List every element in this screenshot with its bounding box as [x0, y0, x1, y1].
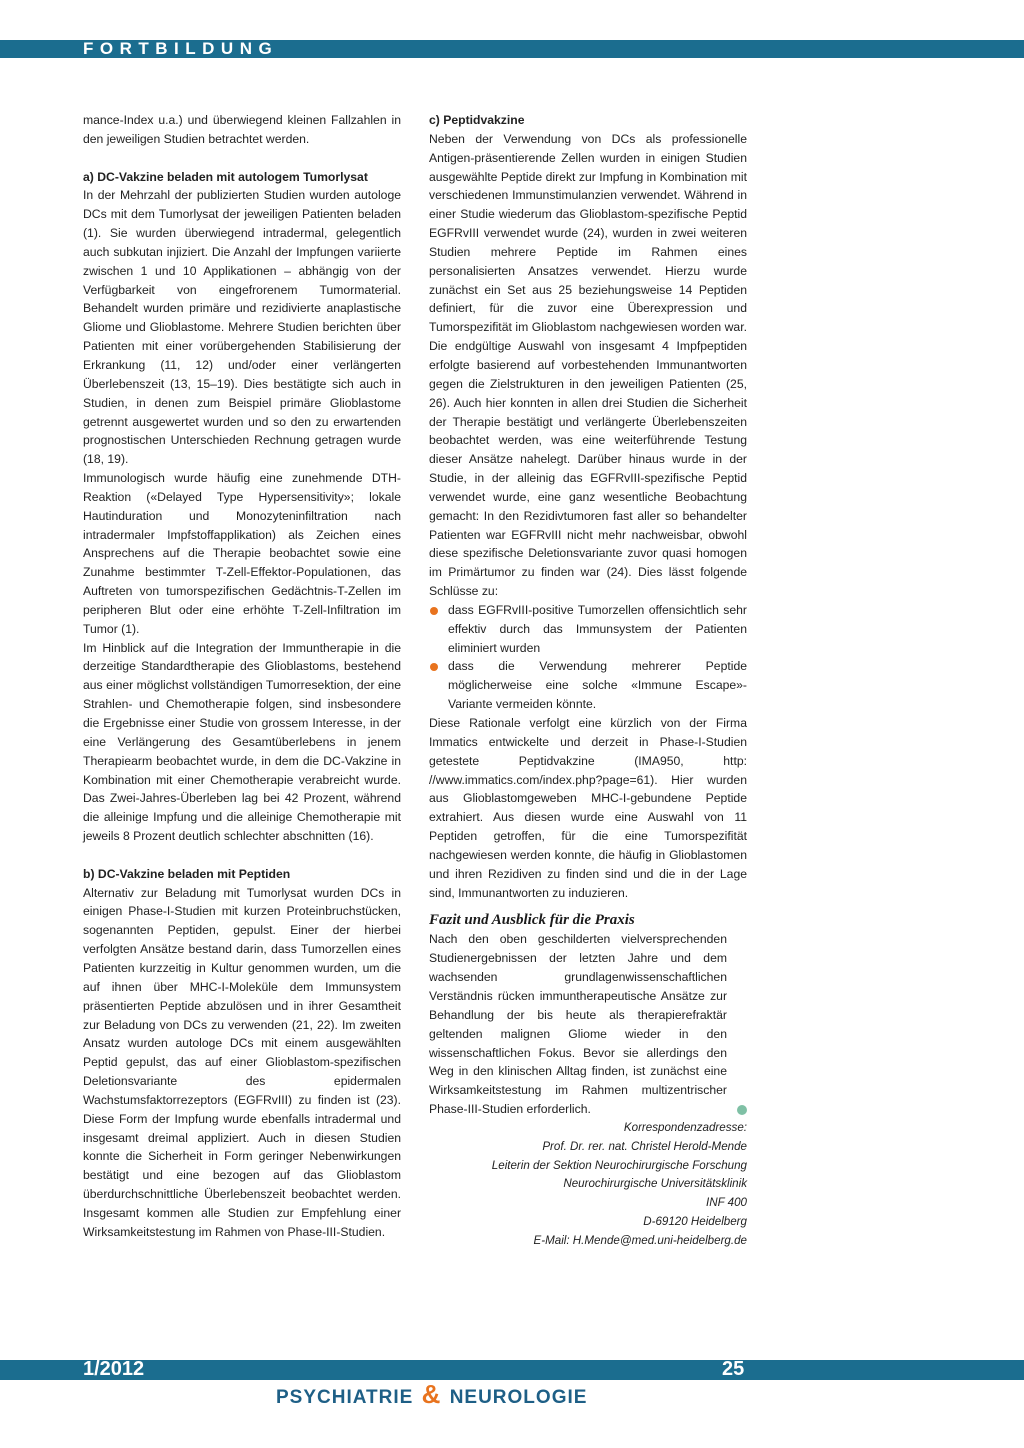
- contact-block: [429, 1119, 747, 1251]
- journal-name-right: NEUROLOGIE: [449, 1387, 588, 1408]
- right-column: [429, 111, 747, 1251]
- list-item: [429, 657, 747, 714]
- journal-logo: [276, 1381, 587, 1411]
- section-b-paragraph: Alternativ zur Beladung mit Tumorlysat wurden DCs in einigen Phase-I-Studien mit kurzen Proteinbruchstücken, sogenannten Peptiden, gepulst. Einer der hierbei verfolgten Ansätze bestand darin, dass Tumorzellen eines Patienten kurzzeitig in Kultur genommen wurden, um die auf ihnen über MHC-I-Moleküle dem Immunsystem präsentierten Peptide abzulösen und in ihrer Gesamtheit zur Beladung von DCs zu verwenden (21, 22). Im zweiten Ansatz wurden autologe DCs mit einem ausgewählten Peptid gepulst, das auf einer Glioblastom-spezifischen Deletionsvariante des epidermalen Wachstumsfaktorrezeptors (EGFRvIII) zu finden ist (23). Diese Form der Impfung wurde ebenfalls intradermal und insgesamt dreimal appliziert. Auch in diesen Studien konnte die Sicherheit in Form geringer Nebenwirkungen bestätigt und eine bezogen auf das Glioblastom überdurchschnittliche Überlebenszeit beobachtet werden. Insgesamt kommen alle Studien zur Empfehlung einer Wirksamkeitstestung im Rahmen von Phase-III-Studien.: [83, 885, 401, 1239]
- contact-role: Leiterin der Sektion Neurochirurgische Forschung: [491, 1158, 747, 1172]
- contact-city: D-69120 Heidelberg: [643, 1215, 747, 1229]
- contact-email[interactable]: E-Mail: H.Mende@med.uni-heidelberg.de: [533, 1233, 747, 1247]
- conclusion-list: [429, 601, 747, 714]
- section-c-heading: c) Peptidvakzine: [429, 113, 525, 127]
- list-item: [429, 601, 747, 658]
- section-a-paragraph: Im Hinblick auf die Integration der Immuntherapie in die derzeitige Standardtherapie des Glioblastoms, bestehend aus einer möglichst vollständigen Tumorresektion, der eine Strahlen- und Chemotherapie folgen, sind insbesondere die Ergebnisse einer Studie von grossem Interesse, in der eine Verlängerung des Gesamtüberlebens in jenem Therapiearm beobachtet wurde, in dem die DC-Vakzine in Kombination mit einer Chemotherapie verabreicht wurde. Das Zwei-Jahres-Überleben lag bei 42 Prozent, während die alleinige Impfung und die alleinige Chemotherapie mit jeweils 8 Prozent deutlich schlechter abschnitten (16).: [83, 640, 401, 844]
- journal-ampersand: &: [421, 1379, 442, 1409]
- section-a-paragraph: In der Mehrzahl der publizierten Studien wurden autologe DCs mit dem Tumorlysat der jeweiligen Patienten beladen (1). Sie wurden überwiegend intradermal, gelegentlich auch subkutan injiziert. Die Anzahl der Impfungen variierte zwischen 1 und 10 Applikationen – abhängig von der Verfügbarkeit von eingefrorenem Tumormaterial. Behandelt wurden primäre und rezidivierte anaplastische Gliome und Glioblastome. Mehrere Studien berichten über Patienten mit einer vorübergehenden Stabilisierung der Erkrankung (11, 12) und/oder einer verlängerten Überlebenszeit (13, 15–19). Dies bestätigte sich auch in Studien, in denen zum Beispiel primäre Glioblastome getrennt ausgewertet wurden und so den zu erwartenden prognostischen Unterschieden Rechnung getragen wurde (18, 19).: [83, 188, 401, 467]
- section-c-closing: Diese Rationale verfolgt eine kürzlich von der Firma Immatics entwickelte und derzeit in Phase-I-Studien getestete Peptidvakzine (IMA950, http: //www.immatics.com/index.php?page=61). Hier wurden aus Glioblastomgeweben MHC-I-gebundene Peptide extrahiert. Aus diesen wurde eine Auswahl von 11 Peptiden getroffen, für die eine Tumorspezifität nachgewiesen werden konnte, die häufig in Glioblastomen und ihren Rezidiven zu finden sind und die in der Lage sind, Immunantworten zu induzieren.: [429, 716, 747, 900]
- contact-label: Korrespondenzadresse:: [623, 1120, 747, 1134]
- bullet-dot-icon: [430, 607, 438, 615]
- end-of-article-icon: [737, 1105, 747, 1115]
- section-title: FORTBILDUNG: [83, 39, 279, 58]
- contact-name: Prof. Dr. rer. nat. Christel Herold-Mende: [542, 1139, 747, 1153]
- bullet-dot-icon: [430, 663, 438, 671]
- header-band: [0, 40, 1024, 58]
- fazit-block: [429, 930, 747, 1118]
- section-b-heading: b) DC-Vakzine beladen mit Peptiden: [83, 866, 291, 881]
- page-number: 25: [722, 1358, 745, 1380]
- list-item-text: dass EGFRvIII-positive Tumorzellen offensichtlich sehr effektiv durch das Immunsystem der Patienten eliminiert wurden: [448, 602, 747, 655]
- section-c-paragraph: Neben der Verwendung von DCs als professionelle Antigen-präsentierende Zellen wurden in einigen Studien ausgewählte Peptide direkt zur Impfung in Kombination mit verschiedenen Immunstimulanzien verwendet. Während in einer Studie wiederum das Glioblastom-spezifische Peptid EGFRvIII verwendet wurde (24), wurden in zwei weiteren Studien mehrere Peptide im Rahmen eines personalisierten Ansatzes verwendet. Hierzu wurde zunächst ein Set aus 25 beziehungsweise 14 Peptiden definiert, für die zuvor eine Überexpression und Tumorspezifität im Glioblastom nachgewiesen worden war. Die endgültige Auswahl von insgesamt 4 Impfpeptiden erfolgte basierend auf vorbestehenden Immunantworten gegen die Zielstrukturen in den jeweiligen Patienten (25, 26). Auch hier konnten in allen drei Studien die Sicherheit der Therapie bestätigt und verlängerte Überlebenszeiten beobachtet werden, was eine weiterführende Testung dieser Ansätze nahelegt. Darüber hinaus wurde in der Studie, in der alleinig das EGFRvIII-spezifische Peptid verwendet wurde, eine ganz wesentliche Beobachtung gemacht: In den Rezidivtumoren fast aller so behandelter Patienten war EGFRvIII nicht mehr nachweisbar, obwohl diese spezifische Deletionsvariante zuvor quasi homogen im Primärtumor zu finden war (24). Dies lässt folgende Schlüsse zu:: [429, 131, 747, 599]
- section-a-paragraph: Immunologisch wurde häufig eine zunehmende DTH-Reaktion («Delayed Type Hypersensitivity»; lokale Hautinduration und Monozyteninfiltration nach intradermaler Impfstoffapplikation) als Zeichen eines Ansprechens auf die Therapie beobachtet sowie eine Zunahme bestimmter T-Zell-Effektor-Populationen, das Auftreten von tumorspezifischen Gedächtnis-T-Zellen im peripheren Blut oder eine erhöhte T-Zell-Infiltration im Tumor (1).: [83, 471, 401, 636]
- left-column: [83, 111, 401, 1242]
- section-a-heading: a) DC-Vakzine beladen mit autologem Tumorlysat: [83, 169, 368, 184]
- contact-institution: Neurochirurgische Universitätsklinik: [563, 1177, 747, 1191]
- list-item-text: dass die Verwendung mehrerer Peptide möglicherweise eine solche «Immune Escape»-Variante vermeiden könnte.: [448, 659, 747, 712]
- intro-paragraph: mance-Index u.a.) und überwiegend kleinen Fallzahlen in den jeweiligen Studien betrachtet werden.: [83, 113, 401, 146]
- contact-street: INF 400: [705, 1196, 747, 1210]
- fazit-paragraph: Nach den oben geschilderten vielversprechenden Studienergebnissen der letzten Jahre und dem wachsenden grundlagenwissenschaftlichen Verständnis rücken immuntherapeutische Ansätze zur Behandlung der bis heute als therapierefraktär geltenden malignen Gliome wieder in den wissenschaftlichen Fokus. Bevor sie allerdings den Weg in den klinischen Alltag finden, ist zunächst eine Wirksamkeitstestung im Rahmen multizentrischer Phase-III-Studien erforderlich.: [429, 932, 727, 1117]
- issue-number: 1/2012: [83, 1358, 145, 1380]
- journal-name-left: PSYCHIATRIE: [276, 1387, 414, 1408]
- fazit-heading: Fazit und Ausblick für die Praxis: [429, 912, 635, 929]
- footer-band: [0, 1360, 1024, 1380]
